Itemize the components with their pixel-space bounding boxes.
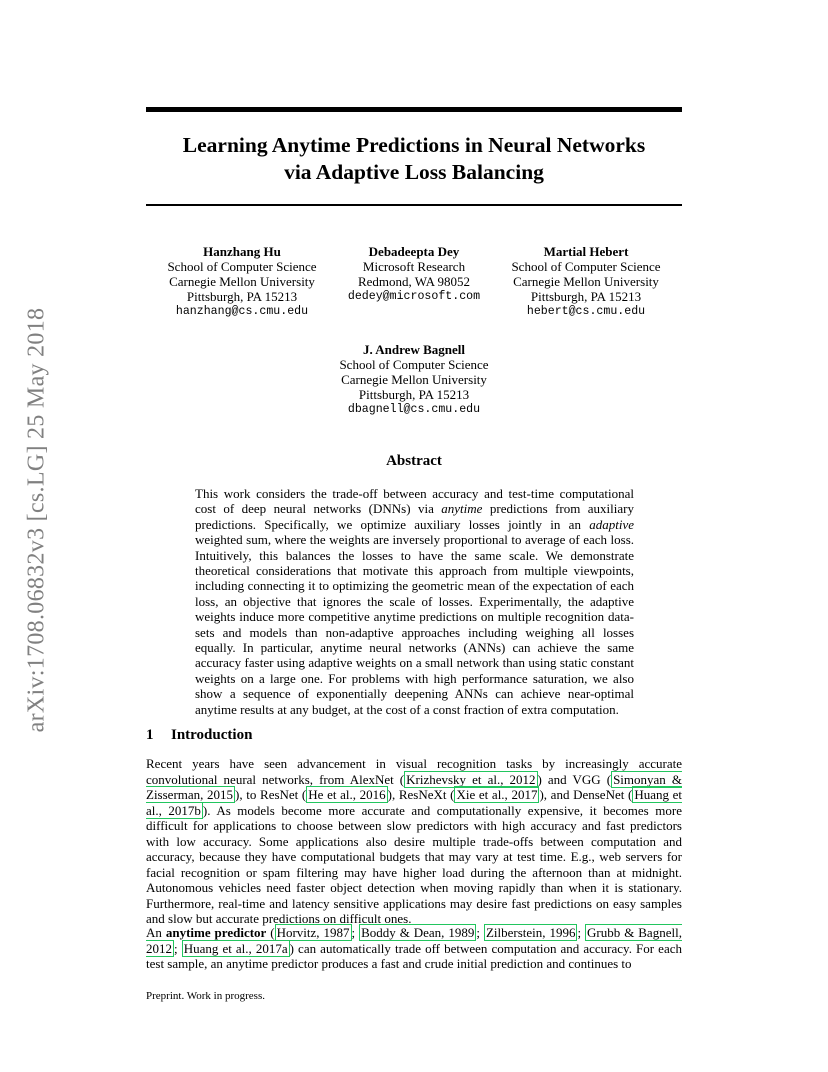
body-text: ), ResNeXt ( xyxy=(387,787,455,802)
author-email[interactable]: hebert@cs.cmu.edu xyxy=(526,305,646,318)
abstract-heading: Abstract xyxy=(386,453,442,469)
author-block-bagnell xyxy=(314,342,514,417)
author-address: Pittsburgh, PA 15213 xyxy=(358,387,470,402)
citation-link[interactable]: Horvitz, 1987 xyxy=(276,925,350,940)
section-title: Introduction xyxy=(171,727,253,743)
body-text: ( xyxy=(266,925,275,940)
body-text: ). As models become more accurate and computationally expensive, it becomes more difficult for applications to choose between slow predictors with high accuracy and fast predictors with low accuracy. Some applications also desire multiple trade-offs between computation and accuracy, because they have computational budgets that may vary at test time. E.g., web servers for facial recognition or spam filtering may have higher load during the afternoon than at midnight. Autonomous vehicles need faster object detection when moving rapidly than when it is stationary. Furthermore, real-time and latency sensitive applications may desire fast predictions on easy samples and slow but accurate predictions on difficult ones. xyxy=(146,802,682,926)
body-text: An xyxy=(146,925,166,940)
preprint-footnote: Preprint. Work in progress. xyxy=(146,990,265,1002)
citation-link[interactable]: Grubb & Bagnell, 2012 xyxy=(146,925,682,956)
section-number: 1 xyxy=(146,727,154,743)
citation-link[interactable]: Xie et al., 2017 xyxy=(456,787,538,802)
author-name: Debadeepta Dey xyxy=(368,244,460,259)
title-rule-top xyxy=(146,107,682,112)
author-affiliation: School of Computer Science xyxy=(339,357,489,372)
author-email[interactable]: hanzhang@cs.cmu.edu xyxy=(175,305,309,318)
author-block-hebert xyxy=(494,244,678,319)
author-email[interactable]: dbagnell@cs.cmu.edu xyxy=(347,403,481,416)
abstract-emphasis: adaptive xyxy=(589,516,634,532)
paper-title xyxy=(146,132,682,186)
arxiv-stamp-text: arXiv:1708.06832v3 [cs.LG] 25 May 2018 xyxy=(23,307,50,733)
bold-term: anytime predictor xyxy=(165,925,267,940)
author-address: Redmond, WA 98052 xyxy=(357,274,471,289)
body-text: ), and DenseNet ( xyxy=(539,787,633,802)
citation-link[interactable]: Krizhevsky et al., 2012 xyxy=(406,771,536,787)
citation-link[interactable]: He et al., 2016 xyxy=(308,787,386,802)
body-text: ; xyxy=(174,940,182,956)
abstract-emphasis: anytime xyxy=(441,501,483,517)
citation-link[interactable]: Simonyan & Zisserman, 2015 xyxy=(146,771,682,802)
author-affiliation: Carnegie Mellon University xyxy=(341,372,487,387)
body-text: Recent years have seen advancement in visual recognition tasks by increasingly accurate convolutional neural networks, from AlexNet ( xyxy=(146,756,682,787)
citation-link[interactable]: Huang et al., 2017b xyxy=(146,787,683,818)
author-affiliation: School of Computer Science xyxy=(511,259,661,274)
author-affiliation: Carnegie Mellon University xyxy=(169,274,315,289)
author-block-dey xyxy=(334,244,494,304)
abstract-text: weighted sum, where the weights are inversely proportional to average of each loss. Intuitively, this balances the losses to have the same scale. We demonstrate theoretical considerations that motivate this approach from multiple viewpoints, including connecting it to optimizing the geometric mean of the expectation of each loss, an objective that ignores the scale of losses. Experimentally, the adaptive weights induce more competitive anytime predictions on multiple recognition data-sets and models than non-adaptive approaches including weighing all losses equally. In particular, anytime neural networks (ANNs) can achieve the same accuracy faster using adaptive weights on a small network than using static constant weights on a large one. For problems with high performance saturation, we also show a sequence of exponentially deepening ANNs can achieve near-optimal anytime results at any budget, at the cost of a const fraction of extra computation. xyxy=(195,532,634,717)
citation-link[interactable]: Huang et al., 2017a xyxy=(183,940,288,956)
author-block-hu xyxy=(150,244,334,319)
title-line-1: Learning Anytime Predictions in Neural Networks xyxy=(182,133,646,157)
intro-paragraph-2 xyxy=(146,925,682,972)
author-affiliation: Microsoft Research xyxy=(362,259,466,274)
author-affiliation: Carnegie Mellon University xyxy=(513,274,659,289)
author-email[interactable]: dedey@microsoft.com xyxy=(347,290,481,303)
author-name: J. Andrew Bagnell xyxy=(363,342,465,357)
author-address: Pittsburgh, PA 15213 xyxy=(186,289,298,304)
body-text: ; xyxy=(577,925,586,940)
author-name: Hanzhang Hu xyxy=(203,244,281,259)
citation-link[interactable]: Boddy & Dean, 1989 xyxy=(361,925,475,940)
title-rule-bottom xyxy=(146,204,682,206)
body-text: ; xyxy=(351,925,360,940)
intro-paragraph-1 xyxy=(146,756,682,927)
author-affiliation: School of Computer Science xyxy=(167,259,317,274)
body-text: ) can automatically trade off between computation and accuracy. For each test sample, an anytime predictor produces a fast and crude initial prediction and continues to xyxy=(146,940,682,971)
abstract-text: This work considers the trade-off between accuracy and test-time computational cost of deep neural networks (DNNs) via xyxy=(195,486,634,517)
body-text: ) and VGG ( xyxy=(537,771,612,787)
body-text: ), to ResNet ( xyxy=(235,787,307,802)
title-line-2: via Adaptive Loss Balancing xyxy=(284,160,544,184)
arxiv-stamp xyxy=(22,280,52,760)
abstract-body xyxy=(195,486,634,717)
author-address: Pittsburgh, PA 15213 xyxy=(530,289,642,304)
section-heading-introduction xyxy=(146,727,252,744)
body-text: ; xyxy=(476,925,484,940)
abstract-text: predictions from auxiliary predictions. Specifically, we optimize auxiliary losses jointly in an xyxy=(195,501,634,532)
citation-link[interactable]: Zilberstein, 1996 xyxy=(485,925,576,940)
author-name: Martial Hebert xyxy=(543,244,629,259)
